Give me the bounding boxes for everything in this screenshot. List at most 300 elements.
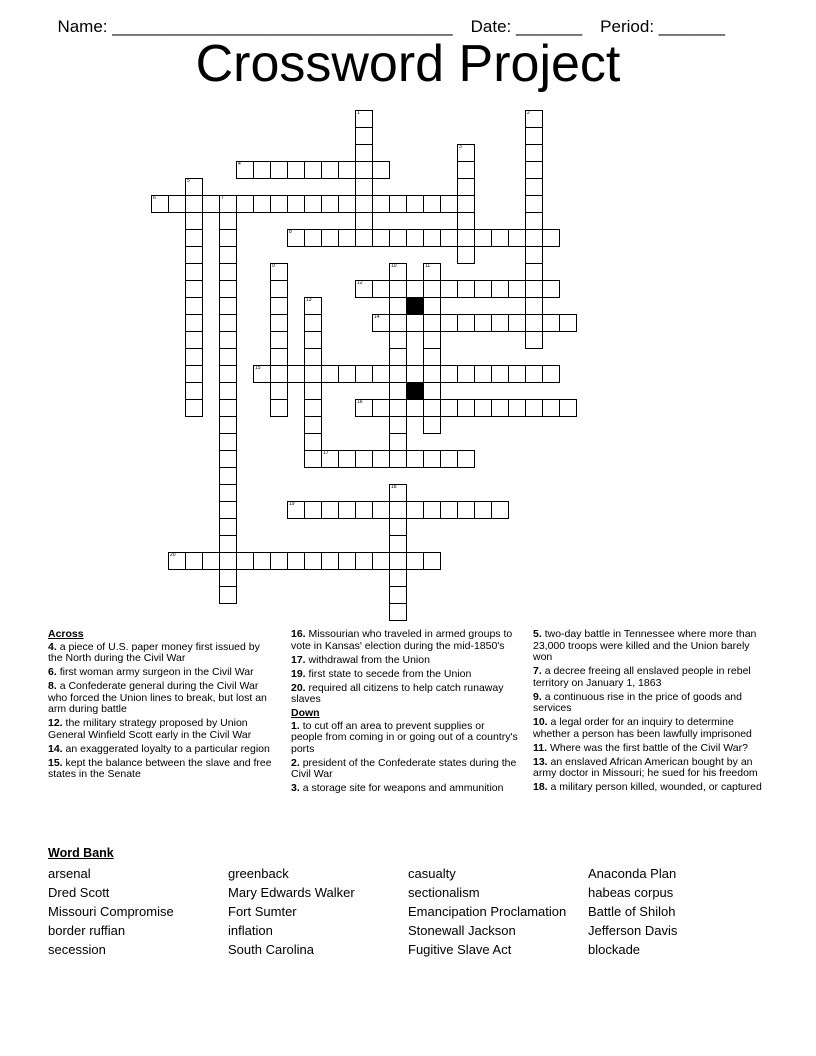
crossword-cell[interactable]: [423, 450, 441, 468]
crossword-cell[interactable]: [219, 365, 237, 383]
crossword-cell[interactable]: [355, 161, 373, 179]
crossword-cell[interactable]: [372, 161, 390, 179]
crossword-cell[interactable]: [253, 552, 271, 570]
crossword-cell[interactable]: [219, 518, 237, 536]
crossword-cell[interactable]: [525, 110, 543, 128]
clue-down-11: 11. Where was the first battle of the Civil War?: [533, 741, 748, 754]
name-field[interactable]: Name: ____________________________________: [57, 17, 453, 36]
crossword-cell[interactable]: [372, 501, 390, 519]
crossword-cell[interactable]: [372, 365, 390, 383]
crossword-cell[interactable]: [389, 569, 407, 587]
crossword-cell[interactable]: [321, 195, 339, 213]
crossword-cell[interactable]: [338, 450, 356, 468]
crossword-cell[interactable]: [423, 382, 441, 400]
clue-across-6: 6. first woman army surgeon in the Civil War: [48, 666, 254, 678]
crossword-cell[interactable]: [389, 331, 407, 349]
crossword-cell[interactable]: [389, 450, 407, 468]
crossword-cell[interactable]: [321, 229, 339, 247]
crossword-cell[interactable]: [389, 535, 407, 553]
crossword-cell[interactable]: [389, 586, 407, 604]
crossword-cell[interactable]: [440, 399, 458, 417]
clues-column-1: [48, 629, 276, 783]
cell-number: 19: [289, 501, 295, 507]
word-bank-item: Mary Edwards Walker: [228, 885, 355, 900]
crossword-cell[interactable]: [219, 501, 237, 519]
word-bank-item: Anaconda Plan: [588, 866, 677, 881]
crossword-cell[interactable]: [355, 110, 373, 128]
crossword-black-cell: [406, 382, 424, 400]
cell-number: 7: [221, 195, 224, 201]
crossword-cell[interactable]: [270, 161, 288, 179]
crossword-cell[interactable]: [457, 450, 475, 468]
crossword-cell[interactable]: [423, 365, 441, 383]
crossword-cell[interactable]: [423, 280, 441, 298]
word-bank-item: South Carolina: [228, 942, 314, 957]
clue-across-15: 15. kept the balance between the slave and free states in the Senate: [48, 756, 272, 780]
crossword-cell[interactable]: [457, 399, 475, 417]
crossword-cell[interactable]: [219, 416, 237, 434]
crossword-cell[interactable]: [270, 314, 288, 332]
word-bank-item: Missouri Compromise: [48, 904, 174, 919]
crossword-cell[interactable]: [389, 484, 407, 502]
crossword-cell[interactable]: [219, 195, 237, 213]
clue-across-8: 8. a Confederate general during the Civil War who forced the Union lines to break, but lost an arm during battle: [48, 680, 267, 715]
crossword-cell[interactable]: [491, 399, 509, 417]
crossword-cell[interactable]: [372, 229, 390, 247]
crossword-cell[interactable]: [508, 314, 526, 332]
crossword-cell[interactable]: [304, 331, 322, 349]
crossword-cell[interactable]: [525, 161, 543, 179]
crossword-cell[interactable]: [253, 161, 271, 179]
word-bank-item: greenback: [228, 866, 289, 881]
clue-across-12: 12. the military strategy proposed by Union General Winfield Scott early in the Civil War: [48, 717, 252, 741]
crossword-cell[interactable]: [423, 399, 441, 417]
crossword-cell[interactable]: [236, 161, 254, 179]
crossword-cell[interactable]: [372, 314, 390, 332]
crossword-cell[interactable]: [457, 501, 475, 519]
crossword-cell[interactable]: [355, 144, 373, 162]
cell-number: 12: [357, 280, 363, 286]
word-bank-heading: Word Bank: [48, 846, 114, 860]
down-heading: Down: [291, 707, 320, 719]
cell-number: 2: [527, 110, 530, 116]
crossword-cell[interactable]: [389, 433, 407, 451]
crossword-cell[interactable]: [219, 484, 237, 502]
crossword-cell[interactable]: [457, 246, 475, 264]
crossword-cell[interactable]: [185, 280, 203, 298]
crossword-cell[interactable]: [287, 552, 305, 570]
crossword-cell[interactable]: [355, 229, 373, 247]
crossword-cell[interactable]: [219, 297, 237, 315]
crossword-cell[interactable]: [236, 552, 254, 570]
clue-down-9: 9. a continuous rise in the price of goods and services: [533, 690, 742, 714]
crossword-cell[interactable]: [423, 297, 441, 315]
crossword-cell[interactable]: [457, 161, 475, 179]
crossword-cell[interactable]: [440, 365, 458, 383]
crossword-cell[interactable]: [219, 450, 237, 468]
crossword-cell[interactable]: [491, 314, 509, 332]
crossword-cell[interactable]: [253, 365, 271, 383]
crossword-cell[interactable]: [474, 314, 492, 332]
crossword-cell[interactable]: [423, 552, 441, 570]
crossword-cell[interactable]: [202, 195, 220, 213]
crossword-cell[interactable]: [423, 314, 441, 332]
crossword-cell[interactable]: [287, 365, 305, 383]
clue-down-18: 18. a military person killed, wounded, or captured: [533, 781, 762, 793]
crossword-cell[interactable]: [525, 246, 543, 264]
crossword-cell[interactable]: [270, 195, 288, 213]
crossword-cell[interactable]: [185, 212, 203, 230]
crossword-cell[interactable]: [219, 212, 237, 230]
crossword-cell[interactable]: [236, 195, 254, 213]
crossword-cell[interactable]: [457, 314, 475, 332]
crossword-cell[interactable]: [474, 399, 492, 417]
crossword-cell[interactable]: [338, 552, 356, 570]
cell-number: 20: [170, 552, 176, 558]
crossword-cell[interactable]: [270, 348, 288, 366]
crossword-cell[interactable]: [185, 365, 203, 383]
crossword-cell[interactable]: [185, 297, 203, 315]
crossword-cell[interactable]: [219, 348, 237, 366]
crossword-cell[interactable]: [304, 161, 322, 179]
crossword-cell[interactable]: [406, 501, 424, 519]
crossword-cell[interactable]: [491, 229, 509, 247]
word-bank-item: Fugitive Slave Act: [408, 942, 512, 957]
crossword-cell[interactable]: [185, 178, 203, 196]
page-title: Crossword Project: [195, 35, 621, 93]
crossword-cell[interactable]: [525, 144, 543, 162]
clue-across-20: 20. required all citizens to help catch runaway slaves: [291, 681, 504, 705]
crossword-cell[interactable]: [389, 297, 407, 315]
crossword-cell[interactable]: [355, 450, 373, 468]
crossword-cell[interactable]: [304, 348, 322, 366]
cell-number: 1: [357, 110, 360, 116]
crossword-cell[interactable]: [338, 365, 356, 383]
crossword-cell[interactable]: [389, 263, 407, 281]
crossword-cell[interactable]: [338, 195, 356, 213]
crossword-cell[interactable]: [219, 382, 237, 400]
crossword-cell[interactable]: [389, 229, 407, 247]
crossword-cell[interactable]: [304, 314, 322, 332]
cell-number: 18: [391, 484, 397, 490]
crossword-cell[interactable]: [508, 399, 526, 417]
crossword-cell[interactable]: [406, 365, 424, 383]
crossword-cell[interactable]: [185, 314, 203, 332]
crossword-cell[interactable]: [185, 348, 203, 366]
crossword-cell[interactable]: [406, 552, 424, 570]
crossword-cell[interactable]: [270, 263, 288, 281]
crossword-cell[interactable]: [219, 263, 237, 281]
crossword-cell[interactable]: [389, 348, 407, 366]
cell-number: 10: [391, 263, 397, 269]
word-bank-item: casualty: [408, 866, 456, 881]
crossword-cell[interactable]: [542, 365, 560, 383]
word-bank-item: arsenal: [48, 866, 91, 881]
crossword-cell[interactable]: [304, 365, 322, 383]
crossword-cell[interactable]: [542, 280, 560, 298]
crossword-cell[interactable]: [525, 263, 543, 281]
crossword-cell[interactable]: [372, 399, 390, 417]
crossword-cell[interactable]: [287, 229, 305, 247]
crossword-cell[interactable]: [525, 314, 543, 332]
crossword-cell[interactable]: [525, 399, 543, 417]
crossword-cell[interactable]: [372, 280, 390, 298]
crossword-cell[interactable]: [304, 195, 322, 213]
crossword-cell[interactable]: [270, 552, 288, 570]
clue-down-5: 5. two-day battle in Tennessee where more than 23,000 troops were killed and the Union barely won: [533, 628, 757, 663]
crossword-cell[interactable]: [525, 195, 543, 213]
word-bank-item: sectionalism: [408, 885, 480, 900]
crossword-cell[interactable]: [423, 501, 441, 519]
crossword-cell[interactable]: [406, 195, 424, 213]
crossword-cell[interactable]: [491, 365, 509, 383]
crossword-cell[interactable]: [389, 518, 407, 536]
clue-down-7: 7. a decree freeing all enslaved people in rebel territory on January 1, 1863: [533, 665, 751, 689]
cell-number: 17: [323, 450, 329, 456]
crossword-cell[interactable]: [440, 280, 458, 298]
crossword-cell[interactable]: [423, 331, 441, 349]
crossword-cell[interactable]: [508, 365, 526, 383]
crossword-cell[interactable]: [219, 552, 237, 570]
crossword-cell[interactable]: [287, 195, 305, 213]
crossword-cell[interactable]: [355, 280, 373, 298]
crossword-cell[interactable]: [270, 280, 288, 298]
cell-number: 4: [238, 161, 241, 167]
crossword-cell[interactable]: [355, 399, 373, 417]
clues-column-2: [291, 629, 519, 797]
crossword-cell[interactable]: [185, 552, 203, 570]
crossword-cell[interactable]: [321, 501, 339, 519]
crossword-cell[interactable]: [406, 399, 424, 417]
word-bank-item: Fort Sumter: [228, 904, 297, 919]
crossword-cell[interactable]: [423, 195, 441, 213]
crossword-cell[interactable]: [185, 195, 203, 213]
crossword-cell[interactable]: [270, 297, 288, 315]
clues-column-3: [533, 629, 765, 796]
crossword-cell[interactable]: [338, 161, 356, 179]
crossword-cell[interactable]: [423, 229, 441, 247]
crossword-cell[interactable]: [525, 127, 543, 145]
crossword-cell[interactable]: [474, 501, 492, 519]
crossword-cell[interactable]: [508, 229, 526, 247]
crossword-cell[interactable]: [304, 382, 322, 400]
crossword-cell[interactable]: [457, 144, 475, 162]
crossword-cell[interactable]: [219, 535, 237, 553]
crossword-cell[interactable]: [440, 229, 458, 247]
crossword-cell[interactable]: [270, 399, 288, 417]
word-bank-item: Emancipation Proclamation: [408, 904, 567, 919]
cell-number: 13: [306, 297, 312, 303]
crossword-cell[interactable]: [219, 246, 237, 264]
crossword-cell[interactable]: [457, 280, 475, 298]
word-bank-item: border ruffian: [48, 923, 126, 938]
crossword-cell[interactable]: [525, 280, 543, 298]
clue-down-3: 3. a storage site for weapons and ammunition: [291, 782, 504, 794]
crossword-cell[interactable]: [406, 450, 424, 468]
clue-down-10: 10. a legal order for an inquiry to determine whether a person has been lawfully imprisoned: [533, 716, 752, 740]
crossword-cell[interactable]: [423, 416, 441, 434]
cell-number: 5: [187, 178, 190, 184]
crossword-cell[interactable]: [389, 603, 407, 621]
crossword-cell[interactable]: [338, 229, 356, 247]
cell-number: 6: [153, 195, 156, 201]
crossword-cell[interactable]: [389, 195, 407, 213]
crossword-cell[interactable]: [355, 552, 373, 570]
crossword-cell[interactable]: [304, 501, 322, 519]
crossword-cell[interactable]: [355, 365, 373, 383]
crossword-cell[interactable]: [355, 212, 373, 230]
crossword-cell[interactable]: [321, 161, 339, 179]
crossword-cell[interactable]: [457, 229, 475, 247]
crossword-cell[interactable]: [559, 399, 577, 417]
crossword-cell[interactable]: [542, 399, 560, 417]
crossword-cell[interactable]: [525, 297, 543, 315]
clue-across-16: 16. Missourian who traveled in armed groups to vote in Kansas' election during the mid-1850's: [291, 628, 513, 652]
crossword-black-cell: [406, 297, 424, 315]
across-heading: Across: [48, 628, 84, 640]
crossword-cell[interactable]: [542, 314, 560, 332]
cell-number: 16: [357, 399, 363, 405]
clue-down-2: 2. president of the Confederate states during the Civil War: [291, 756, 517, 780]
crossword-cell[interactable]: [219, 280, 237, 298]
crossword-cell[interactable]: [457, 365, 475, 383]
clue-across-4: 4. a piece of U.S. paper money first issued by the North during the Civil War: [48, 640, 260, 664]
crossword-cell[interactable]: [185, 382, 203, 400]
word-bank-item: inflation: [228, 923, 273, 938]
crossword-cell[interactable]: [474, 229, 492, 247]
crossword-cell[interactable]: [457, 195, 475, 213]
cell-number: 8: [289, 229, 292, 235]
crossword-cell[interactable]: [423, 348, 441, 366]
crossword-cell[interactable]: [508, 280, 526, 298]
crossword-cell[interactable]: [219, 314, 237, 332]
crossword-cell[interactable]: [287, 161, 305, 179]
crossword-cell[interactable]: [355, 127, 373, 145]
crossword-cell[interactable]: [389, 501, 407, 519]
crossword-cell[interactable]: [406, 229, 424, 247]
crossword-cell[interactable]: [372, 552, 390, 570]
crossword-cell[interactable]: [253, 195, 271, 213]
crossword-cell[interactable]: [168, 552, 186, 570]
crossword-cell[interactable]: [542, 229, 560, 247]
crossword-cell[interactable]: [525, 365, 543, 383]
crossword-cell[interactable]: [440, 450, 458, 468]
crossword-cell[interactable]: [355, 195, 373, 213]
crossword-cell[interactable]: [219, 331, 237, 349]
crossword-cell[interactable]: [457, 178, 475, 196]
crossword-cell[interactable]: [185, 399, 203, 417]
cell-number: 15: [255, 365, 261, 371]
crossword-cell[interactable]: [406, 280, 424, 298]
crossword-cell[interactable]: [219, 569, 237, 587]
date-field[interactable]: Date: _______: [470, 17, 583, 36]
clue-down-13: 13. an enslaved African American bought by an army doctor in Missouri; he sued for his freedom: [533, 755, 758, 779]
crossword-cell[interactable]: [219, 433, 237, 451]
crossword-cell[interactable]: [219, 399, 237, 417]
crossword-cell[interactable]: [389, 280, 407, 298]
crossword-cell[interactable]: [168, 195, 186, 213]
word-bank-item: blockade: [588, 942, 641, 957]
crossword-cell[interactable]: [389, 365, 407, 383]
crossword-cell[interactable]: [423, 263, 441, 281]
cell-number: 9: [272, 263, 275, 269]
crossword-cell[interactable]: [440, 314, 458, 332]
crossword-cell[interactable]: [525, 212, 543, 230]
crossword-cell[interactable]: [491, 280, 509, 298]
crossword-cell[interactable]: [389, 382, 407, 400]
clue-across-19: 19. first state to secede from the Union: [291, 667, 472, 680]
crossword-cell[interactable]: [406, 314, 424, 332]
crossword-cell[interactable]: [287, 501, 305, 519]
crossword-cell[interactable]: [440, 195, 458, 213]
crossword-cell[interactable]: [525, 229, 543, 247]
crossword-cell[interactable]: [270, 365, 288, 383]
crossword-cell[interactable]: [304, 229, 322, 247]
period-field[interactable]: Period: _______: [600, 17, 725, 36]
clue-down-1: 1. to cut off an area to prevent supplies or people from coming in or going out of a country's ports: [291, 719, 518, 755]
crossword-cell[interactable]: [372, 195, 390, 213]
crossword-cell[interactable]: [304, 399, 322, 417]
crossword-cell[interactable]: [202, 552, 220, 570]
crossword-cell[interactable]: [338, 501, 356, 519]
student-info-header: [48, 0, 725, 37]
crossword-cell[interactable]: [321, 365, 339, 383]
crossword-cell[interactable]: [355, 178, 373, 196]
cell-number: 3: [459, 144, 462, 150]
crossword-cell[interactable]: [219, 467, 237, 485]
crossword-cell[interactable]: [304, 416, 322, 434]
crossword-cell[interactable]: [321, 552, 339, 570]
cell-number: 11: [425, 263, 431, 269]
crossword-cell[interactable]: [304, 450, 322, 468]
clue-across-17: 17. withdrawal from the Union: [291, 653, 430, 666]
crossword-cell[interactable]: [185, 263, 203, 281]
crossword-cell[interactable]: [389, 552, 407, 570]
crossword-cell[interactable]: [151, 195, 169, 213]
crossword-cell[interactable]: [372, 450, 390, 468]
crossword-cell[interactable]: [219, 586, 237, 604]
word-bank-item: Battle of Shiloh: [588, 904, 676, 919]
crossword-cell[interactable]: [304, 552, 322, 570]
crossword-cell[interactable]: [185, 246, 203, 264]
crossword-cell[interactable]: [389, 399, 407, 417]
crossword-cell[interactable]: [270, 331, 288, 349]
crossword-cell[interactable]: [457, 212, 475, 230]
word-bank-item: Stonewall Jackson: [408, 923, 516, 938]
clue-across-14: 14. an exaggerated loyalty to a particular region: [48, 742, 270, 755]
crossword-cell[interactable]: [219, 229, 237, 247]
crossword-cell[interactable]: [185, 229, 203, 247]
crossword-cell[interactable]: [321, 450, 339, 468]
crossword-cell[interactable]: [270, 382, 288, 400]
crossword-cell[interactable]: [559, 314, 577, 332]
crossword-cell[interactable]: [474, 280, 492, 298]
word-bank-item: secession: [48, 942, 106, 957]
crossword-cell[interactable]: [355, 501, 373, 519]
crossword-cell[interactable]: [491, 501, 509, 519]
word-bank-item: Jefferson Davis: [588, 923, 678, 938]
crossword-cell[interactable]: [389, 314, 407, 332]
crossword-cell[interactable]: [304, 433, 322, 451]
crossword-cell[interactable]: [185, 331, 203, 349]
cell-number: 14: [374, 314, 380, 320]
crossword-cell[interactable]: [389, 416, 407, 434]
crossword-cell[interactable]: [474, 365, 492, 383]
crossword-cell[interactable]: [304, 297, 322, 315]
crossword-cell[interactable]: [440, 501, 458, 519]
crossword-cell[interactable]: [525, 178, 543, 196]
crossword-cell[interactable]: [525, 331, 543, 349]
